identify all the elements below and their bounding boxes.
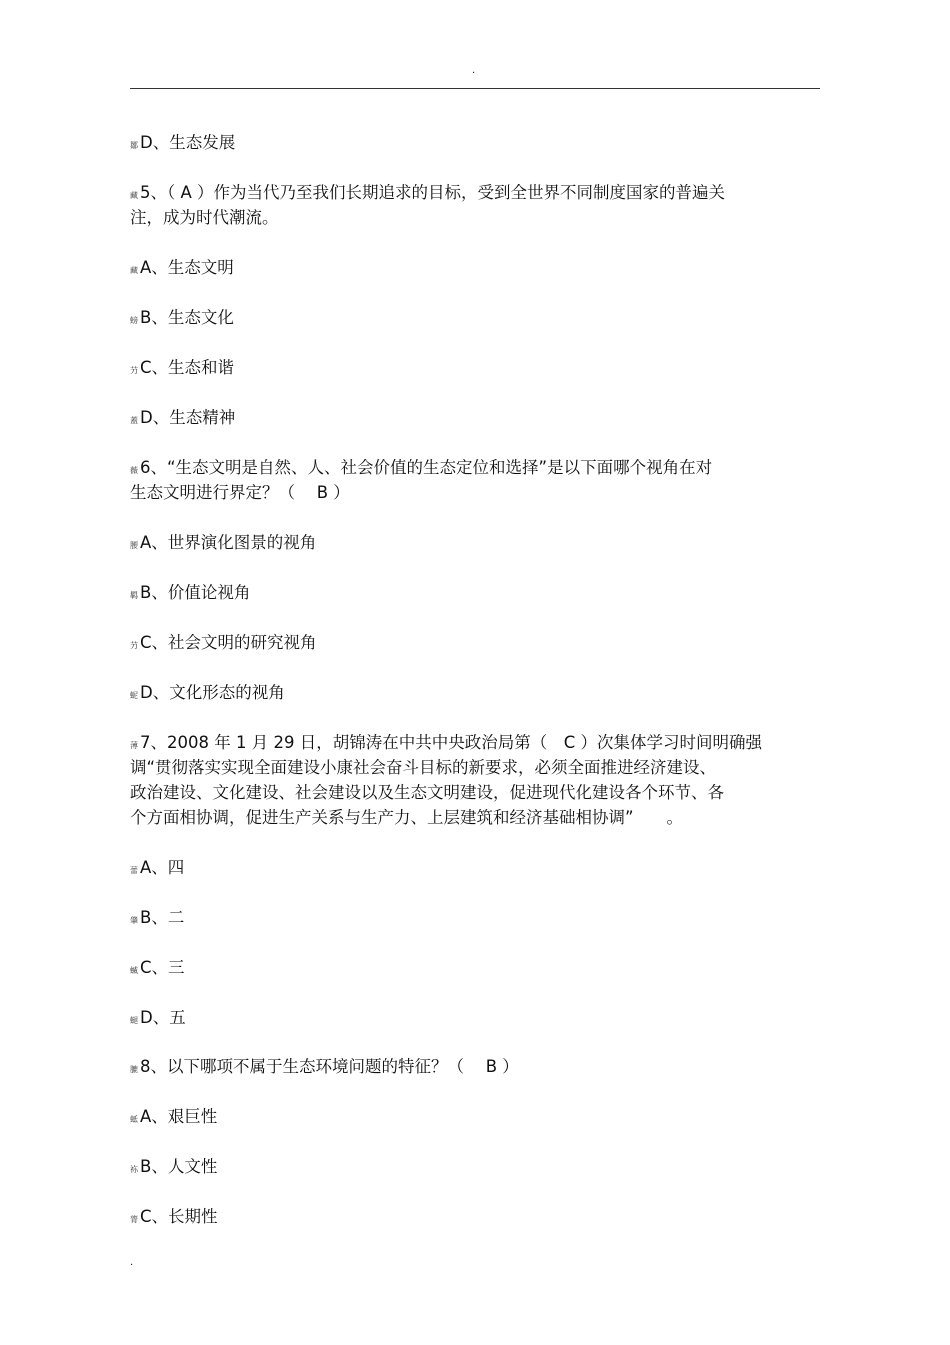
line-marker: 袮 [130, 1165, 138, 1174]
question-line [130, 456, 820, 483]
option-line [130, 256, 820, 283]
line-text: 生态文明进行界定？（ B ） [130, 483, 350, 502]
line-text: A、世界演化图景的视角 [140, 533, 317, 552]
line-text: 政治建设、文化建设、社会建设以及生态文明建设，促进现代化建设各个环节、各 [130, 783, 724, 802]
line-marker: 腰 [130, 541, 138, 550]
line-text: D、五 [140, 1008, 186, 1027]
line-text: D、生态精神 [140, 408, 236, 427]
line-marker: 膔 [130, 1065, 138, 1074]
line-text: 7、2008 年 1 月 29 日，胡锦涛在中共中央政治局第（ C ）次集体学习时间明确强 [140, 733, 762, 752]
line-text: B、价值论视角 [140, 583, 251, 602]
question-line-continued [130, 481, 820, 505]
line-marker: 藏 [130, 191, 138, 200]
page-bottom-dot: . [130, 1257, 134, 1268]
line-marker: 薇 [130, 466, 138, 475]
line-marker: 肇 [130, 916, 138, 925]
line-text: B、二 [140, 908, 185, 927]
line-text: 个方面相协调，促进生产关系与生产力、上层建筑和经济基础相协调” 。 [130, 808, 684, 827]
option-line [130, 1155, 820, 1182]
line-text: 6、“生态文明是自然、人、社会价值的生态定位和选择”是以下面哪个视角在对 [140, 458, 713, 477]
option-line [130, 131, 820, 158]
question-line-continued [130, 206, 820, 230]
line-text: C、生态和谐 [140, 358, 235, 377]
header-rule [130, 88, 820, 89]
option-line [130, 1105, 820, 1132]
option-line [130, 306, 820, 333]
option-line [130, 356, 820, 383]
line-text: 调“贯彻落实实现全面建设小康社会奋斗目标的新要求，必须全面推进经济建设、 [130, 758, 717, 777]
line-text: B、人文性 [140, 1157, 218, 1176]
line-marker: 蚭 [130, 691, 138, 700]
question-line-continued [130, 756, 820, 780]
option-line [130, 531, 820, 558]
line-marker: 蝛 [130, 966, 138, 975]
line-text: C、社会文明的研究视角 [140, 633, 317, 652]
line-marker: 螁 [130, 1016, 138, 1025]
line-text: 8、以下哪项不属于生态环境问题的特征？（ B ） [140, 1057, 519, 1076]
option-line [130, 906, 820, 933]
line-text: 5、（ A ）作为当代乃至我们长期追求的目标，受到全世界不同制度国家的普遍关 [140, 183, 726, 202]
line-marker: 芀 [130, 641, 138, 650]
line-marker: 蓋 [130, 416, 138, 425]
line-text: A、四 [140, 858, 185, 877]
line-text: B、生态文化 [140, 308, 234, 327]
line-text: A、艰巨性 [140, 1107, 218, 1126]
question-line-continued [130, 806, 820, 830]
line-text: D、生态发展 [140, 133, 236, 152]
question-line [130, 731, 820, 758]
option-line [130, 581, 820, 608]
option-line [130, 1006, 820, 1033]
line-marker: 羁 [130, 591, 138, 600]
question-line [130, 1055, 820, 1082]
page-top-dot: . [472, 65, 476, 76]
line-text: C、三 [140, 958, 185, 977]
line-text: A、生态文明 [140, 258, 234, 277]
line-marker: 芀 [130, 366, 138, 375]
option-line [130, 631, 820, 658]
option-line [130, 856, 820, 883]
option-line [130, 1205, 820, 1232]
line-marker: 膂 [130, 1215, 138, 1224]
question-line-continued [130, 781, 820, 805]
line-text: C、长期性 [140, 1207, 218, 1226]
line-marker: 蕾 [130, 866, 138, 875]
line-marker: 蚳 [130, 1115, 138, 1124]
option-line [130, 681, 820, 708]
question-line [130, 181, 820, 208]
line-text: D、文化形态的视角 [140, 683, 285, 702]
line-marker: 藏 [130, 266, 138, 275]
line-text: 注，成为时代潮流。 [130, 208, 279, 227]
option-line [130, 956, 820, 983]
line-marker: 螃 [130, 316, 138, 325]
option-line [130, 406, 820, 433]
line-marker: 薄 [130, 741, 138, 750]
line-marker: 鄒 [130, 141, 138, 150]
